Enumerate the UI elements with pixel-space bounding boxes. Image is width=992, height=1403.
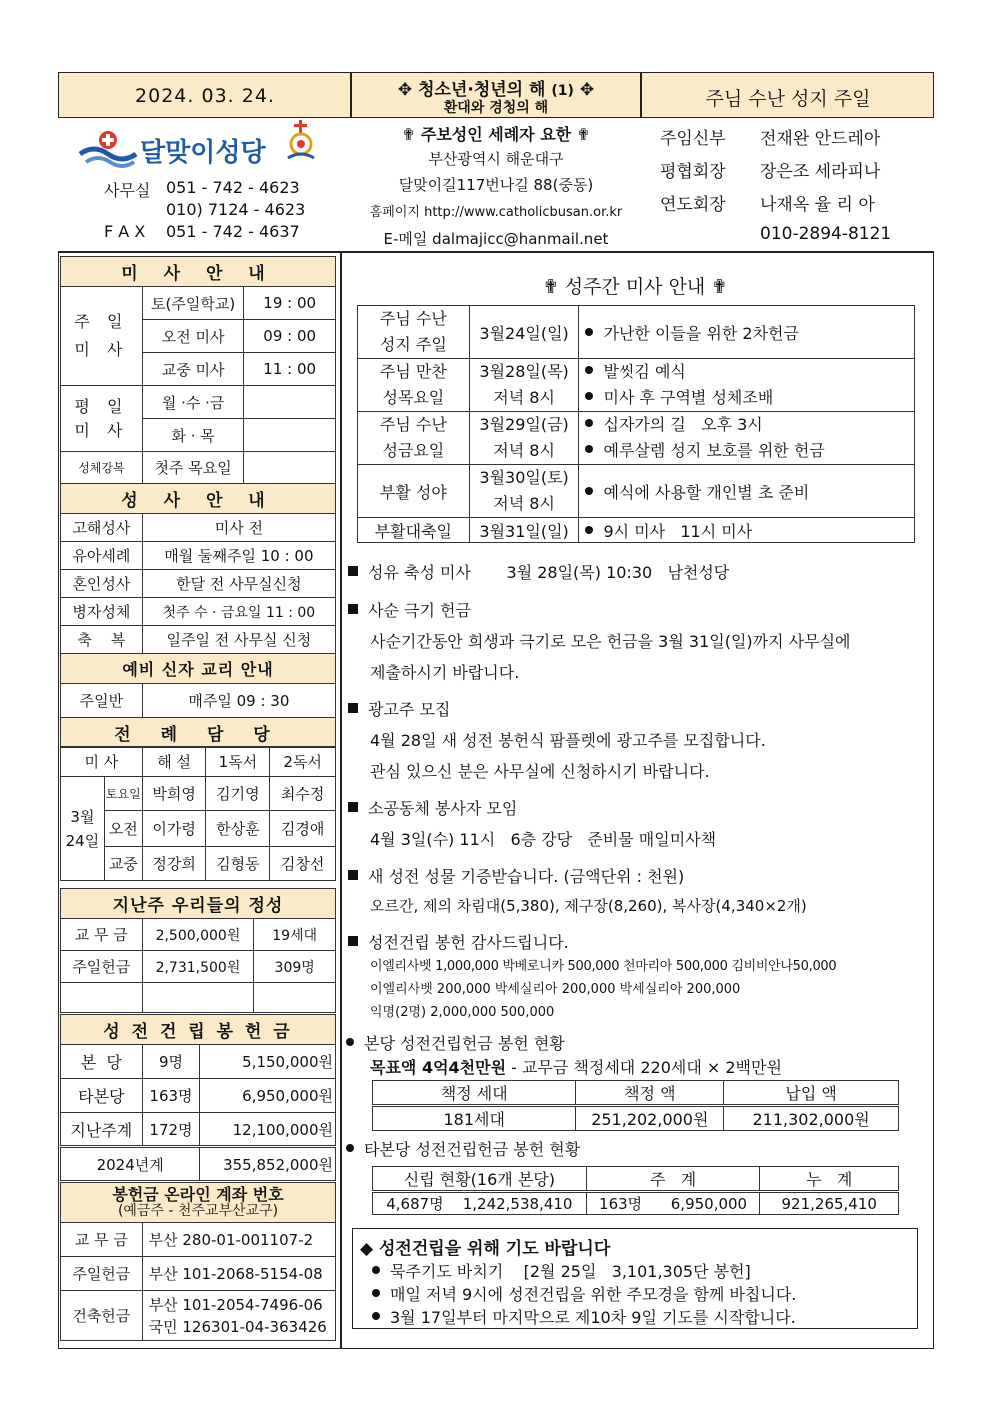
account-number[interactable]: 부산 101-2068-5154-08 [142, 1257, 335, 1291]
accounts-subtitle: (예금주 - 천주교부산교구) [117, 1202, 279, 1219]
mass-time [244, 419, 336, 452]
catechism-value: 매주일 09 : 30 [142, 684, 335, 718]
accounts-title-cell [61, 1183, 336, 1223]
prayer-title [360, 1234, 610, 1259]
other-fund-header: 신립 현황(16개 본당) [373, 1167, 587, 1192]
cross-icon: ✟ [542, 276, 565, 298]
holy-week-note: 가난한 이들을 위한 2차헌금 [603, 323, 799, 343]
liturgy-reader2: 김경애 [270, 811, 336, 847]
offering-empty [254, 983, 336, 1013]
holy-week-day: 부활 성야 [358, 465, 470, 518]
wave-logo-icon [78, 126, 138, 170]
sacrament-value: 일주일 전 사무실 신청 [142, 626, 335, 654]
thanks-line: 익명(2명) 2,000,000 500,000 [370, 1005, 555, 1020]
sacrament-label: 축 복 [61, 626, 143, 654]
sacrament-label: 유아세례 [61, 542, 143, 570]
notice-ad-title [348, 697, 450, 720]
bullet-square-icon [348, 604, 358, 614]
notice-lent-body-1: 사순기간동안 희생과 극기로 모은 헌금을 3월 31일(일)까지 사무실에 [370, 632, 851, 651]
offering-count: 19세대 [254, 919, 336, 951]
fund-label: 본 당 [61, 1045, 143, 1079]
holy-week-notes [579, 412, 915, 465]
sacrament-value: 한달 전 사무실신청 [142, 570, 335, 598]
address-line-1: 부산광역시 해운대구 [428, 150, 564, 168]
bullet-square-icon [348, 870, 358, 880]
liturgy-date: 3월 24일 [61, 777, 105, 881]
holy-week-day: 주님 수난 성지 주일 [358, 306, 470, 359]
liturgy-table [60, 746, 336, 881]
fund-amount: 5,150,000원 [200, 1045, 336, 1079]
church-emblem-icon [284, 120, 318, 164]
notice-thanks-title [348, 930, 569, 953]
accounts-title: 봉헌금 온라인 계좌 번호 [112, 1184, 284, 1204]
cross-icon: ✥ [397, 80, 419, 100]
theme-subtitle: 환대와 경청의 해 [443, 100, 549, 116]
homepage-link[interactable]: 홈페이지 http://www.catholicbusan.or.kr [369, 205, 623, 220]
mass-name: 토(주일학교) [142, 287, 244, 320]
theme-title-text: 청소년·청년의 해 [418, 80, 546, 100]
holy-week-date: 3월31일(일) [469, 518, 579, 543]
parish-fund-value: 181세대 [373, 1106, 576, 1131]
notice-lent-body-2: 제출하시기 바랍니다. [370, 663, 520, 682]
mass-info-title: 미 사 안 내 [61, 257, 336, 287]
adoration-label: 성체강복 [61, 452, 143, 484]
prayer-line [366, 1305, 796, 1328]
sacrament-value: 첫주 수 · 금요일 11 : 00 [142, 598, 335, 626]
notice-community-body: 4월 3일(수) 11시 6층 강당 준비물 매일미사책 [370, 830, 717, 849]
parish-fund-goal [370, 1055, 782, 1078]
mass-name: 월 ·수 ·금 [142, 386, 244, 419]
offering-empty [142, 983, 254, 1013]
fund-count: 172명 [142, 1113, 200, 1147]
fund-label: 지난주계 [61, 1113, 143, 1147]
accounts-table [60, 1182, 336, 1341]
fund-amount: 12,100,000원 [200, 1113, 336, 1147]
bullet-square-icon [348, 936, 358, 946]
other-fund-title [340, 1137, 580, 1160]
notice-chrism [348, 560, 729, 583]
fund-count: 163명 [142, 1079, 200, 1113]
diamond-icon: ◆ [360, 1239, 379, 1259]
fund-count: 9명 [142, 1045, 200, 1079]
notice-community-title [348, 796, 517, 819]
sacrament-label: 혼인성사 [61, 570, 143, 598]
offering-label: 교 무 금 [61, 919, 143, 951]
prayer-title-text: 성전건립을 위해 기도 바랍니다 [379, 1239, 611, 1259]
fax-number: 051 - 742 - 4637 [166, 222, 300, 241]
cross-icon: ✟ [571, 125, 591, 144]
notice-donation-body: 오르간, 제의 차림대(5,380), 제구장(8,260), 복사장(4,340×2개) [370, 897, 807, 915]
parish-fund-header: 책정 액 [576, 1081, 724, 1106]
adoration-value: 첫주 목요일 [142, 452, 244, 484]
office-phone-1: 051 - 742 - 4623 [166, 178, 300, 197]
patron-saint [352, 122, 640, 145]
offering-amount: 2,500,000원 [142, 919, 254, 951]
bullet-square-icon [348, 802, 358, 812]
notice-title: 소공동체 봉사자 모임 [368, 799, 518, 818]
holy-week-day: 부활대축일 [358, 518, 470, 543]
liturgy-title: 전 례 담 당 [61, 718, 336, 748]
bullet-dot-icon [372, 1266, 380, 1274]
holy-week-date: 3월28일(목) 저녁 8시 [469, 359, 579, 412]
sacrament-label: 고해성사 [61, 514, 143, 542]
holy-week-note: 미사 후 구역별 성체조배 [603, 388, 774, 407]
holy-week-notes [579, 518, 915, 543]
staff-name-1: 전재완 안드레아 [760, 129, 881, 149]
column-divider [340, 253, 342, 1349]
holy-week-notes [579, 359, 915, 412]
liturgy-mass: 교중 [104, 847, 142, 881]
account-label: 주일헌금 [61, 1257, 143, 1291]
liturgy-commentator: 정강희 [142, 847, 206, 881]
holy-week-note: 예식에 사용할 개인별 초 준비 [603, 482, 810, 502]
liturgy-header: 2독서 [270, 747, 336, 777]
account-number[interactable]: 부산 101-2054-7496-06 [148, 1295, 323, 1314]
other-fund-value: 163명 6,950,000 [586, 1192, 760, 1215]
prayer-line [366, 1259, 751, 1282]
offering-title: 지난주 우리들의 정성 [61, 889, 336, 919]
sacrament-value: 매월 둘째주일 10 : 00 [142, 542, 335, 570]
notice-title: 새 성전 성물 기증받습니다. (금액단위 : 천원) [368, 867, 685, 886]
offering-amount: 2,731,500원 [142, 951, 254, 983]
building-fund-table [60, 1014, 336, 1181]
holy-week-note: 예루살렘 성지 보호를 위한 헌금 [603, 441, 825, 460]
account-number[interactable]: 국민 126301-04-363426 [148, 1317, 327, 1336]
parish-fund-header: 납입 액 [724, 1081, 899, 1106]
email-address[interactable]: E-메일 dalmajicc@hanmail.net [383, 230, 609, 248]
staff-role-2: 평협회장 [660, 162, 726, 182]
staff-name-2: 장은조 세라피나 [760, 162, 881, 182]
sunday-title: 주님 수난 성지 주일 [705, 88, 871, 110]
goal-description: - 교무금 책정세대 220세대 × 2백만원 [506, 1058, 782, 1077]
account-label: 건축헌금 [61, 1291, 143, 1341]
parish-fund-title [340, 1031, 565, 1054]
cross-icon: ✥ [573, 80, 595, 100]
parish-fund-value: 211,302,000원 [724, 1106, 899, 1131]
liturgy-commentator: 이가령 [142, 811, 206, 847]
other-fund-header: 누 계 [760, 1167, 899, 1192]
mass-time: 09 : 00 [244, 320, 336, 353]
left-column-table [60, 256, 336, 748]
cross-icon: ✟ [401, 125, 421, 144]
fund-year-total: 355,852,000원 [200, 1147, 336, 1181]
liturgy-reader1: 김형동 [206, 847, 270, 881]
building-fund-title: 성 전 건 립 봉 헌 금 [61, 1015, 336, 1045]
fax-label: F A X [104, 222, 146, 241]
holy-week-note: 9시 미사 11시 미사 [603, 521, 753, 541]
mass-name: 교중 미사 [142, 353, 244, 386]
holy-week-notes [579, 306, 915, 359]
liturgy-header: 미 사 [61, 747, 143, 777]
holy-week-day: 주님 만찬 성목요일 [358, 359, 470, 412]
offering-table [60, 888, 336, 1013]
parish-fund-header: 책정 세대 [373, 1081, 576, 1106]
prayer-line-text: 매일 저녁 9시에 성전건립을 위한 주모경을 함께 바칩니다. [390, 1285, 797, 1304]
patron-text: 주보성인 세례자 요한 [420, 125, 572, 144]
fund-year-label: 2024년계 [61, 1147, 200, 1181]
mass-time: 11 : 00 [244, 353, 336, 386]
cross-icon: ✟ [705, 276, 728, 298]
account-number-group [142, 1291, 335, 1341]
fund-label: 타본당 [61, 1079, 143, 1113]
other-fund-header: 주 계 [586, 1167, 760, 1192]
prayer-line-text: 묵주기도 바치기 [2월 25일 3,101,305단 봉헌] [390, 1262, 751, 1281]
parish-name: 달맞이성당 [140, 138, 266, 168]
notice-title: 본당 성전건립헌금 봉헌 현황 [364, 1034, 565, 1053]
liturgy-header: 1독서 [206, 747, 270, 777]
bullet-square-icon [348, 566, 358, 576]
office-label: 사무실 [104, 181, 151, 200]
notice-title: 타본당 성전건립헌금 봉헌 현황 [364, 1140, 581, 1159]
thanks-line: 이엘리사벳 1,000,000 박베로니카 500,000 천마리아 500,000 김비비안나50,000 [370, 959, 837, 974]
notice-ad-body-1: 4월 28일 새 성전 봉헌식 팜플렛에 광고주를 모집합니다. [370, 731, 766, 750]
liturgy-reader1: 김기영 [206, 777, 270, 811]
sacrament-info-title: 성 사 안 내 [61, 484, 336, 514]
notice-ad-body-2: 관심 있으신 분은 사무실에 신청하시기 바랍니다. [370, 762, 710, 781]
holy-week-title [352, 272, 918, 299]
holy-week-title-text: 성주간 미사 안내 [564, 276, 706, 298]
holy-week-date: 3월30일(토) 저녁 8시 [469, 465, 579, 518]
thanks-line: 이엘리사벳 200,000 박세실리아 200,000 박세실리아 200,000 [370, 982, 741, 997]
liturgy-commentator: 박희영 [142, 777, 206, 811]
catechism-label: 주일반 [61, 684, 143, 718]
holy-week-date: 3월29일(금) 저녁 8시 [469, 412, 579, 465]
staff-role-1: 주임신부 [660, 129, 726, 149]
holy-week-day: 주님 수난 성금요일 [358, 412, 470, 465]
account-label: 교 무 금 [61, 1223, 143, 1257]
notice-lent-title [348, 598, 471, 621]
holy-week-date: 3월24일(일) [469, 306, 579, 359]
parish-fund-table [372, 1080, 899, 1131]
liturgy-reader1: 한상훈 [206, 811, 270, 847]
notice-title: 광고주 모집 [368, 700, 451, 719]
bullet-dot-icon [346, 1038, 354, 1046]
holy-week-table [357, 305, 915, 543]
office-phone-2: 010) 7124 - 4623 [166, 200, 306, 219]
staff-phone: 010-2894-8121 [760, 224, 892, 244]
bullet-dot-icon [372, 1289, 380, 1297]
notice-title: 성전건립 봉헌 감사드립니다. [368, 933, 569, 952]
bullet-dot-icon [346, 1144, 354, 1152]
fund-amount: 6,950,000원 [200, 1079, 336, 1113]
catechism-title: 예비 신자 교리 안내 [61, 654, 336, 684]
liturgy-header: 해 설 [142, 747, 206, 777]
mass-time: 19 : 00 [244, 287, 336, 320]
mass-name: 오전 미사 [142, 320, 244, 353]
holy-week-note: 발씻김 예식 [603, 362, 686, 381]
bullet-square-icon [348, 703, 358, 713]
liturgy-reader2: 최수정 [270, 777, 336, 811]
bulletin-date: 2024. 03. 24. [135, 85, 275, 107]
sacrament-value: 미사 전 [142, 514, 335, 542]
sacrament-label: 병자성체 [61, 598, 143, 626]
weekday-mass-label: 평 일 미 사 [61, 386, 143, 452]
staff-name-3: 나재옥 율 리 아 [760, 195, 875, 215]
mass-name: 화 · 목 [142, 419, 244, 452]
offering-empty [61, 983, 143, 1013]
other-fund-table [372, 1166, 899, 1215]
holy-week-notes [579, 465, 915, 518]
bullet-dot-icon [372, 1312, 380, 1320]
goal-amount: 목표액 4억4천만원 [370, 1058, 507, 1077]
liturgy-mass: 토요일 [104, 777, 142, 811]
sunday-mass-label: 주 일 미 사 [61, 287, 143, 386]
other-fund-value: 921,265,410 [760, 1192, 899, 1215]
staff-role-3: 연도회장 [660, 195, 726, 215]
liturgy-mass: 오전 [104, 811, 142, 847]
mass-time [244, 386, 336, 419]
adoration-empty [244, 452, 336, 484]
notice-chrism-text: 성유 축성 미사 3월 28일(목) 10:30 남천성당 [368, 563, 730, 582]
address-line-2: 달맞이길117번나길 88(중동) [398, 176, 594, 194]
prayer-line-text: 3월 17일부터 마지막으로 제10차 9일 기도를 시작합니다. [390, 1308, 796, 1327]
parish-logo [78, 126, 318, 170]
notice-title: 사순 극기 헌금 [368, 601, 471, 620]
prayer-line [366, 1282, 796, 1305]
liturgy-reader2: 김창선 [270, 847, 336, 881]
other-fund-value: 4,687명 1,242,538,410 [373, 1192, 587, 1215]
notice-donation-title [348, 864, 684, 887]
parish-fund-value: 251,202,000원 [576, 1106, 724, 1131]
offering-count: 309명 [254, 951, 336, 983]
theme-number: (1) [551, 83, 574, 99]
offering-label: 주일헌금 [61, 951, 143, 983]
account-number[interactable]: 부산 280-01-001107-2 [142, 1223, 335, 1257]
holy-week-note: 십자가의 길 오후 3시 [603, 415, 763, 434]
